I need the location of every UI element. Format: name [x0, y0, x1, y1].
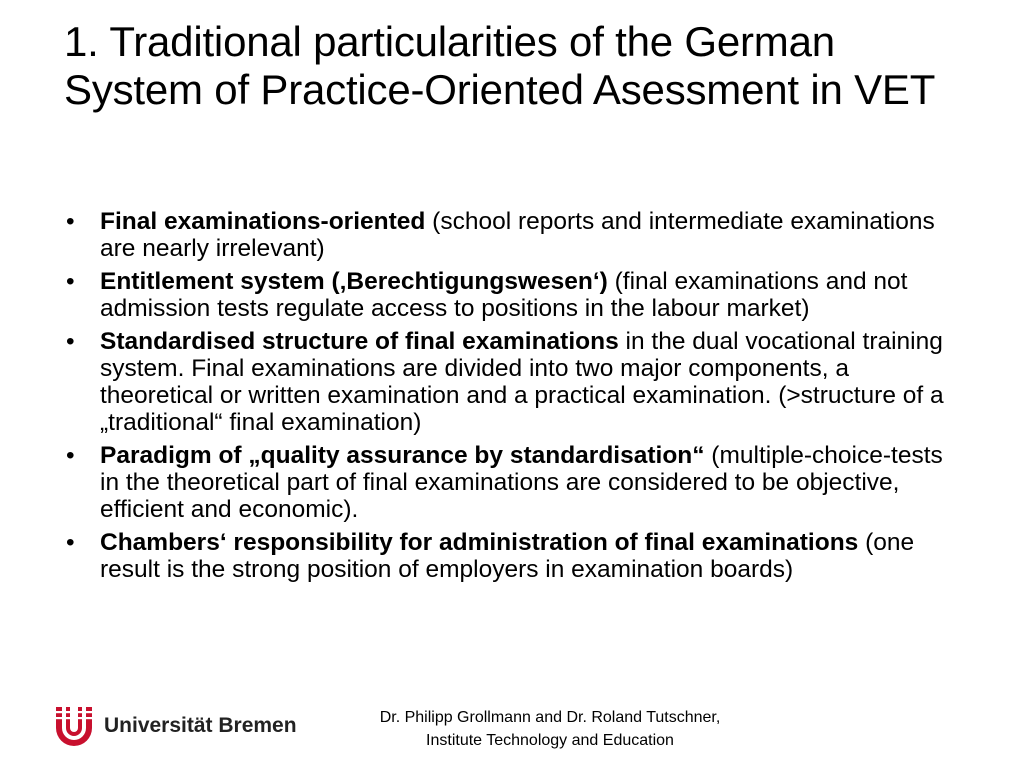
- bullet-body-text: (school reports and intermediate examinations are nearly irrelevant): [100, 208, 935, 262]
- footer-credit: [320, 706, 780, 752]
- university-logo: [52, 704, 297, 748]
- bullet-item: [66, 328, 966, 436]
- bullet-marker: •: [66, 328, 75, 355]
- bullet-list: [66, 208, 966, 589]
- slide-title: 1. Traditional particularities of the German System of Practice-Oriented Asessment in VET: [64, 18, 936, 113]
- bullet-body-text: (final examinations and not admission tests regulate access to positions in the labour market): [100, 268, 908, 322]
- bullet-item: [66, 268, 966, 322]
- bullet-lead-text: Entitlement system (‚Berechtigungswesen‘): [100, 268, 608, 295]
- bullet-lead-text: Chambers‘ responsibility for administration of final examinations: [100, 529, 859, 556]
- bullet-body-text: (multiple-choice-tests in the theoretical part of final examinations are considered to be objective, efficient and economic).: [100, 442, 943, 523]
- bullet-lead-text: Paradigm of „quality assurance by standardisation“: [100, 442, 705, 469]
- bullet-marker: •: [66, 442, 75, 469]
- credit-authors: Dr. Philipp Grollmann and Dr. Roland Tutschner,: [379, 709, 721, 726]
- bullet-marker: •: [66, 208, 75, 235]
- bullet-body-text: (one result is the strong position of employers in examination boards): [100, 529, 915, 583]
- university-name: Universität Bremen: [104, 714, 297, 737]
- bullet-lead-text: Standardised structure of final examinations: [100, 328, 619, 355]
- bullet-item: [66, 208, 966, 262]
- university-seal-icon: [52, 704, 96, 748]
- bullet-item: [66, 442, 966, 523]
- bullet-item: [66, 529, 966, 583]
- credit-institute: Institute Technology and Education: [426, 732, 674, 749]
- bullet-marker: •: [66, 529, 75, 556]
- bullet-marker: •: [66, 268, 75, 295]
- bullet-lead-text: Final examinations-oriented: [100, 208, 426, 235]
- slide-footer: [0, 690, 1024, 768]
- bullet-body-text: in the dual vocational training system. Final examinations are divided into two major components, a theoretical or written examination and a practical examination. (>structure of a „traditional“ final examination): [100, 328, 944, 436]
